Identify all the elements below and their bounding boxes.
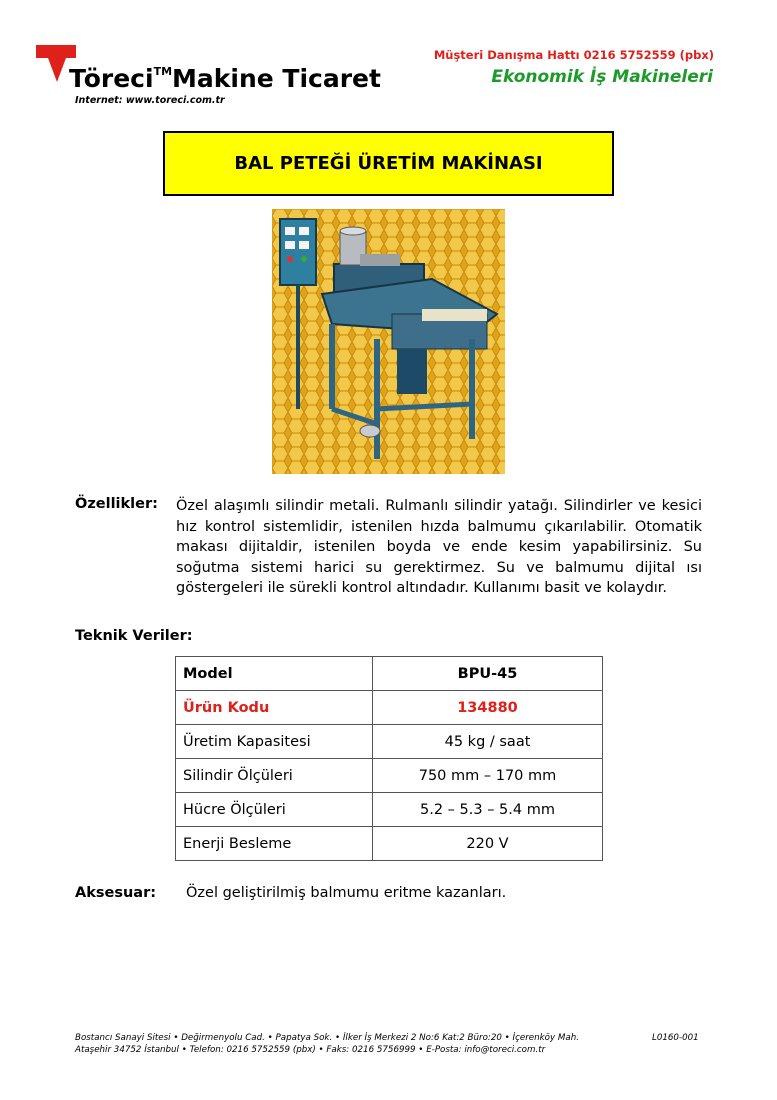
spec-key: Enerji Besleme [176,827,373,861]
table-row [176,691,603,725]
table-row [176,759,603,793]
table-row [176,725,603,759]
spec-key: Üretim Kapasitesi [176,725,373,759]
table-row [176,657,603,691]
spec-value: 220 V [373,827,603,861]
accessory-text: Özel geliştirilmiş balmumu eritme kazanları. [186,885,507,901]
spec-value: 5.2 – 5.3 – 5.4 mm [373,793,603,827]
spec-value: 750 mm – 170 mm [373,759,603,793]
logo-mark-stem [48,58,66,82]
spec-value: 45 kg / saat [373,725,603,759]
footer-address-line-2: Ataşehir 34752 İstanbul • Telefon: 0216 5752559 (pbx) • Faks: 0216 5756999 • E-Posta: info@toreci.com.tr [75,1045,546,1055]
table-row [176,793,603,827]
footer-address-line-1: Bostancı Sanayi Sitesi • Değirmenyolu Cad. • Papatya Sok. • İlker İş Merkezi 2 No:6 Kat:2 Büro:20 • İçerenköy Mah. [75,1033,579,1043]
specification-table [175,656,603,861]
logo-mark-bar [36,45,76,58]
spec-key: Silindir Ölçüleri [176,759,373,793]
features-text: Özel alaşımlı silindir metali. Rulmanlı silindir yatağı. Silindirler ve kesici hız kontrol sistemlidir, istenilen hızda balmumu çıkarılabilir. Otomatik makası dijitaldir, istenilen boyda ve ende kesim yapabilirsiniz. Su soğutma sistemi harici su gerektirmez. Su ve balmumu dijital ısı göstergeleri ile sürekli kontrol altındadır. Kullanımı basit ve kolaydır. [176,498,702,596]
internet-address: Internet: www.toreci.com.tr [75,95,225,106]
customer-hotline: Müşteri Danışma Hattı 0216 5752559 (pbx) [433,48,714,62]
document-title-text: BAL PETEĞİ ÜRETİM MAKİNASI [234,153,543,174]
accessory-label: Aksesuar: [75,885,157,901]
features-label: Özellikler: [75,496,158,512]
spec-key: Model [176,657,373,691]
spec-value: 134880 [373,691,603,725]
spec-key: Hücre Ölçüleri [176,793,373,827]
spec-value: BPU-45 [373,657,603,691]
brand-name: Töreci™Makine Ticaret [69,64,381,93]
table-row [176,827,603,861]
technical-data-label: Teknik Veriler: [75,628,193,644]
trademark: TM [153,65,173,78]
document-code: L0160-001 [652,1033,699,1043]
product-photo [272,209,505,474]
spec-key: Ürün Kodu [176,691,373,725]
slogan: Ekonomik İş Makineleri [491,67,713,87]
document-title [163,131,614,196]
